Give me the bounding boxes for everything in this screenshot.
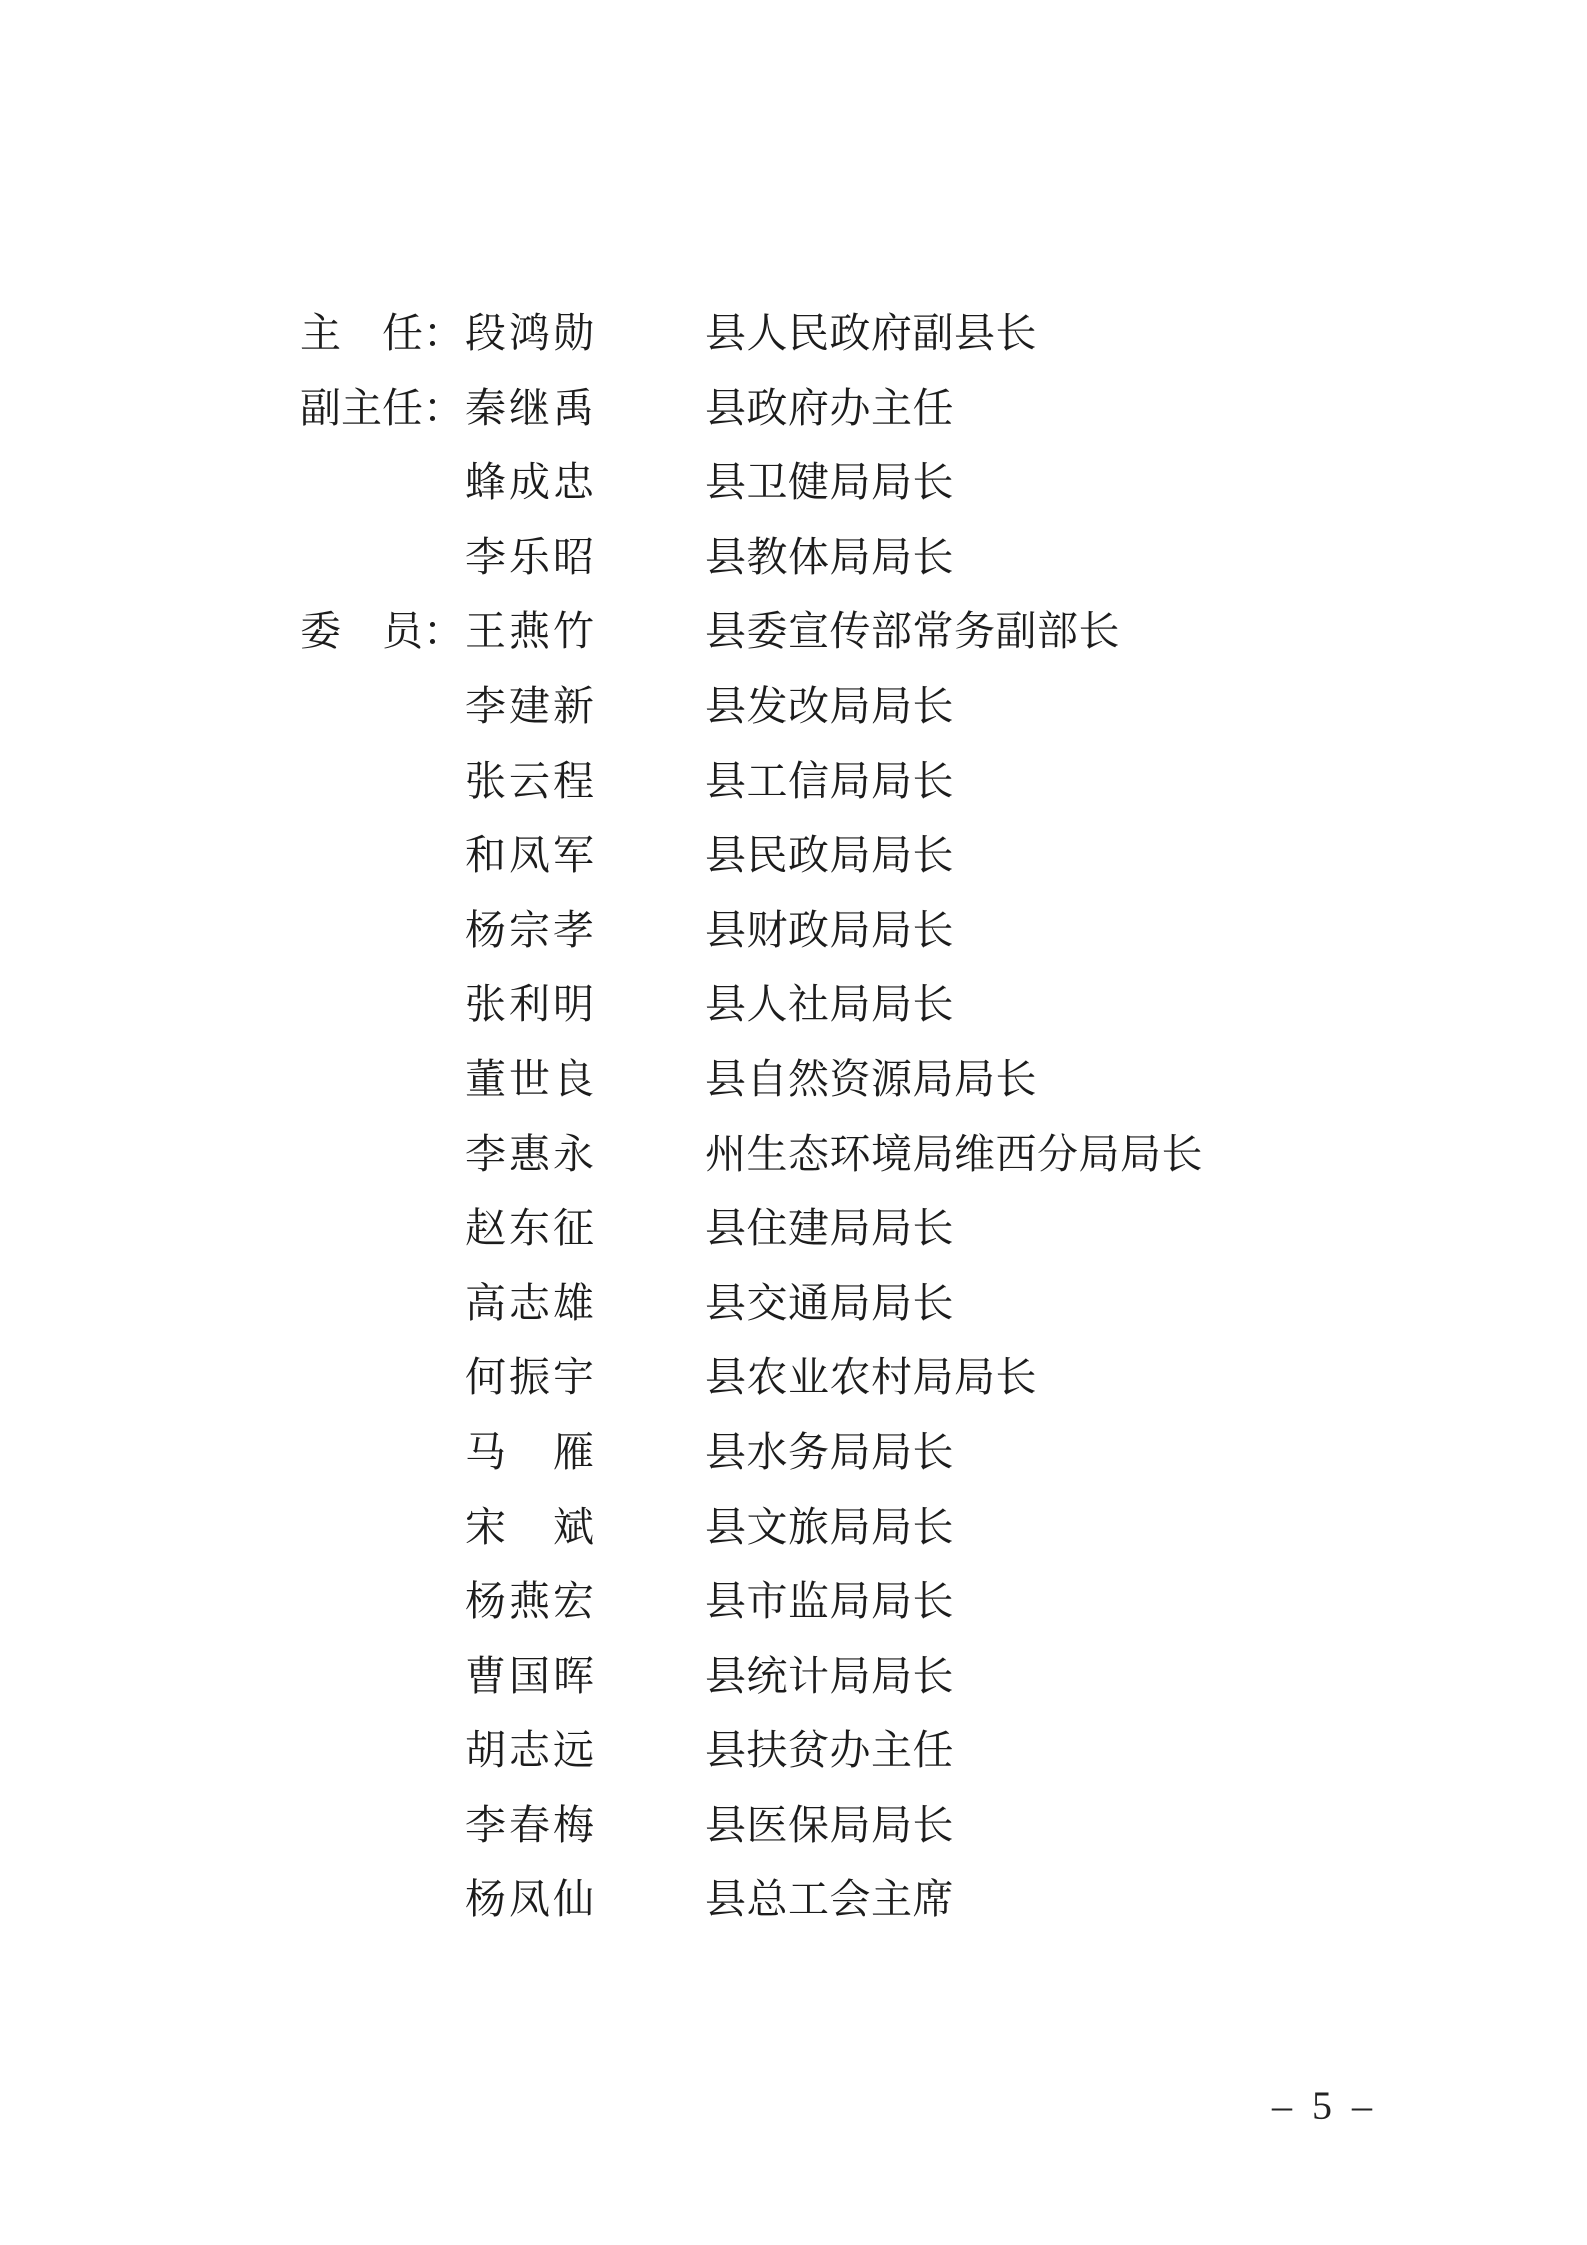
member-name: 高志雄	[465, 1279, 597, 1326]
member-title: 县财政局局长	[705, 906, 954, 953]
list-item	[300, 1490, 1203, 1565]
member-name: 马 雁	[465, 1428, 597, 1475]
role-label: 主 任：	[300, 310, 464, 356]
list-item	[300, 1340, 1203, 1415]
member-title: 县卫健局局长	[705, 459, 954, 506]
list-item	[300, 893, 1203, 968]
member-name: 何振宇	[465, 1354, 597, 1401]
list-item	[300, 1639, 1203, 1714]
member-name: 赵东征	[465, 1205, 597, 1252]
member-title: 州生态环境局维西分局局长	[705, 1130, 1203, 1177]
list-item	[300, 1415, 1203, 1490]
list-item	[300, 1117, 1203, 1192]
list-item	[300, 744, 1203, 819]
member-title: 县人社局局长	[705, 981, 954, 1028]
list-item	[300, 445, 1203, 520]
member-title: 县总工会主席	[705, 1876, 954, 1923]
member-name: 杨凤仙	[465, 1876, 597, 1923]
member-name: 李惠永	[465, 1130, 597, 1177]
page-number: – 5 –	[1272, 2083, 1377, 2128]
member-name: 段鸿勋	[465, 310, 597, 356]
member-title: 县文旅局局长	[705, 1503, 954, 1550]
list-item	[300, 818, 1203, 893]
role-label: 委 员：	[300, 608, 464, 655]
member-name: 宋 斌	[465, 1503, 597, 1550]
list-item	[300, 520, 1203, 595]
list-item	[300, 371, 1203, 446]
member-name: 张利明	[465, 981, 597, 1028]
list-item	[300, 1191, 1203, 1266]
member-title: 县自然资源局局长	[705, 1055, 1037, 1102]
member-name: 秦继禹	[465, 384, 597, 431]
member-title: 县统计局局长	[705, 1652, 954, 1699]
member-name: 李乐昭	[465, 533, 597, 580]
list-item	[300, 296, 1203, 371]
member-title: 县人民政府副县长	[705, 310, 1037, 356]
member-title: 县委宣传部常务副部长	[705, 608, 1120, 655]
member-title: 县民政局局长	[705, 832, 954, 879]
list-item	[300, 1042, 1203, 1117]
member-name: 和凤军	[465, 832, 597, 879]
member-name: 王燕竹	[465, 608, 597, 655]
member-title: 县医保局局长	[705, 1801, 954, 1848]
member-title: 县住建局局长	[705, 1205, 954, 1252]
member-name: 张云程	[465, 757, 597, 804]
member-name: 李春梅	[465, 1801, 597, 1848]
member-title: 县发改局局长	[705, 682, 954, 729]
member-name: 蜂成忠	[465, 459, 597, 506]
member-title: 县政府办主任	[705, 384, 954, 431]
member-name: 杨燕宏	[465, 1578, 597, 1625]
list-item	[300, 594, 1203, 669]
list-item	[300, 1266, 1203, 1341]
member-title: 县市监局局长	[705, 1578, 954, 1625]
member-name: 曹国晖	[465, 1652, 597, 1699]
list-item	[300, 1564, 1203, 1639]
member-name: 李建新	[465, 682, 597, 729]
member-title: 县工信局局长	[705, 757, 954, 804]
list-item	[300, 1788, 1203, 1863]
list-item	[300, 967, 1203, 1042]
committee-roster	[300, 296, 1203, 1937]
member-title: 县水务局局长	[705, 1428, 954, 1475]
member-name: 杨宗孝	[465, 906, 597, 953]
member-title: 县扶贫办主任	[705, 1727, 954, 1774]
member-name: 胡志远	[465, 1727, 597, 1774]
member-title: 县农业农村局局长	[705, 1354, 1037, 1401]
list-item	[300, 1862, 1203, 1937]
list-item	[300, 1713, 1203, 1788]
member-name: 董世良	[465, 1055, 597, 1102]
member-title: 县交通局局长	[705, 1279, 954, 1326]
role-label: 副主任：	[300, 384, 464, 431]
member-title: 县教体局局长	[705, 533, 954, 580]
list-item	[300, 669, 1203, 744]
